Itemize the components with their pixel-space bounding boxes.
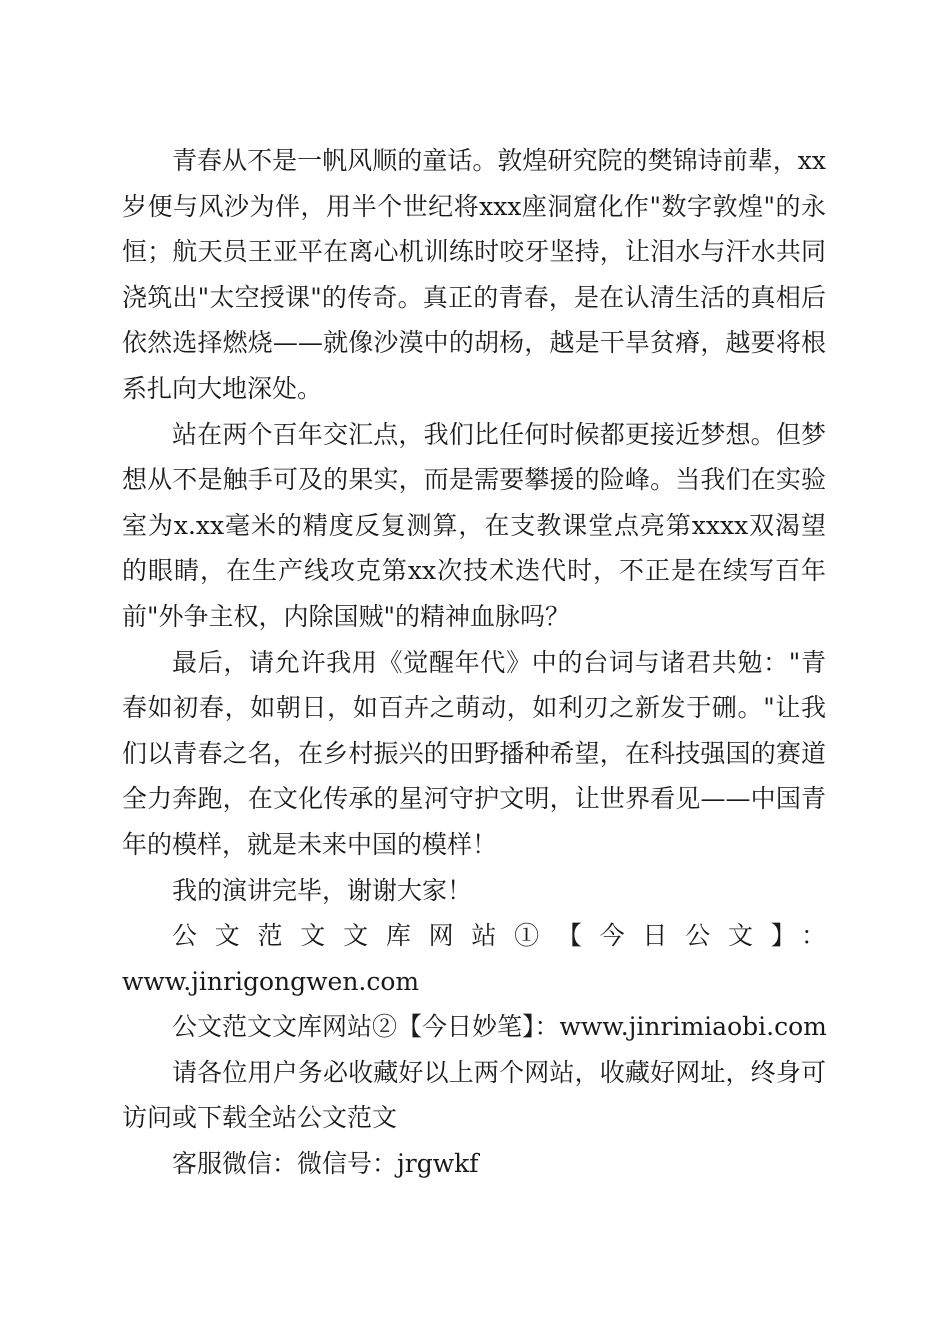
paragraph-thanks: 我的演讲完毕，谢谢大家！ [172, 875, 473, 905]
document-body [122, 138, 826, 1187]
paragraph-dream-peak: 站在两个百年交汇点，我们比任何时候都更接近梦想。但梦想从不是触手可及的果实，而是需要攀援的险峰。当我们在实验室为x.xx毫米的精度反复测算，在支教课堂点亮第xxxx双渴望的眼睛，在生产线攻克第xx次技术迭代时，不正是在续写百年前"外争主权，内除国贼"的精神血脉吗？ [122, 419, 826, 631]
site2-line[interactable]: 公文范文文库网站②【今日妙笔】：www.jinrimiaobi.com [172, 1012, 827, 1042]
site1-label: 公文范文文库网站①【今日公文】： [172, 921, 826, 951]
customer-service-contact: 客服微信：微信号：jrgwkf [172, 1149, 479, 1179]
paragraph-youth-stories: 青春从不是一帆风顺的童话。敦煌研究院的樊锦诗前辈，xx岁便与风沙为伴，用半个世纪将xxx座洞窟化作"数字敦煌"的永恒；航天员王亚平在离心机训练时咬牙坚持，让泪水与汗水共同浇筑出"太空授课"的传奇。真正的青春，是在认清生活的真相后依然选择燃烧——就像沙漠中的胡杨，越是干旱贫瘠，越要将根系扎向大地深处。 [122, 146, 826, 403]
bookmark-notice: 请各位用户务必收藏好以上两个网站，收藏好网址，终身可访问或下载全站公文范文 [122, 1057, 826, 1133]
site1-url-link[interactable]: www.jinrigongwen.com [122, 966, 420, 996]
paragraph-closing-quote: 最后，请允许我用《觉醒年代》中的台词与诸君共勉："青春如初春，如朝日，如百卉之萌动，如利刃之新发于硎。"让我们以青春之名，在乡村振兴的田野播种希望，在科技强国的赛道全力奔跑，在文化传承的星河守护文明，让世界看见——中国青年的模样，就是未来中国的模样！ [122, 647, 826, 859]
